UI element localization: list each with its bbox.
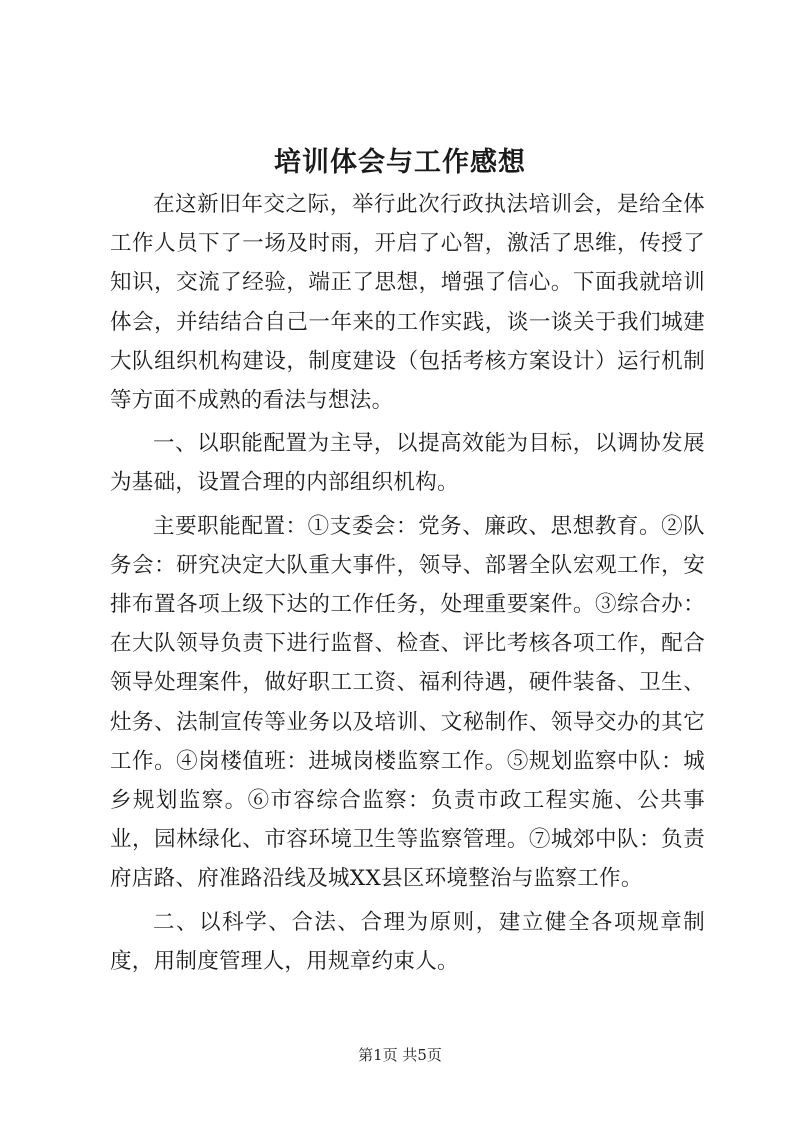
paragraph-section-one-heading: 一、以职能配置为主导，以提高效能为目标，以调协发展为基础，设置合理的内部组织机构。	[110, 431, 705, 496]
document-title: 培训体会与工作感想	[274, 147, 526, 178]
paragraph-function-config: 主要职能配置：①支委会：党务、廉政、思想教育。②队务会：研究决定大队重大事件，领导、部署全队宏观工作，安排布置各项上级下达的工作任务，处理重要案件。③综合办：在大队领导负责下进行监督、检查、评比考核各项工作，配合领导处理案件，做好职工工资、福利待遇，硬件装备、卫生、灶务、法制宣传等业务以及培训、文秘制作、领导交办的其它工作。④岗楼值班：进城岗楼监察工作。⑤规划监察中队：城乡规划监察。⑥市容综合监察：负责市政工程实施、公共事业，园林绿化、市容环境卫生等监察管理。⑦城郊中队：负责府店路、府准路沿线及城XX县区环境整治与监察工作。	[110, 513, 705, 892]
page-number-footer: 第1页 共5页	[358, 1046, 442, 1064]
document-body	[110, 185, 705, 981]
paragraph-intro: 在这新旧年交之际，举行此次行政执法培训会，是给全体工作人员下了一场及时雨，开启了心智，激活了思维，传授了知识，交流了经验，端正了思想，增强了信心。下面我就培训体会，并结结合自己一年来的工作实践，谈一谈关于我们城建大队组织机构建设，制度建设（包括考核方案设计）运行机制等方面不成熟的看法与想法。	[110, 192, 705, 414]
paragraph-section-two-heading: 二、以科学、合法、合理为原则，建立健全各项规章制度，用制度管理人，用规章约束人。	[110, 909, 705, 974]
